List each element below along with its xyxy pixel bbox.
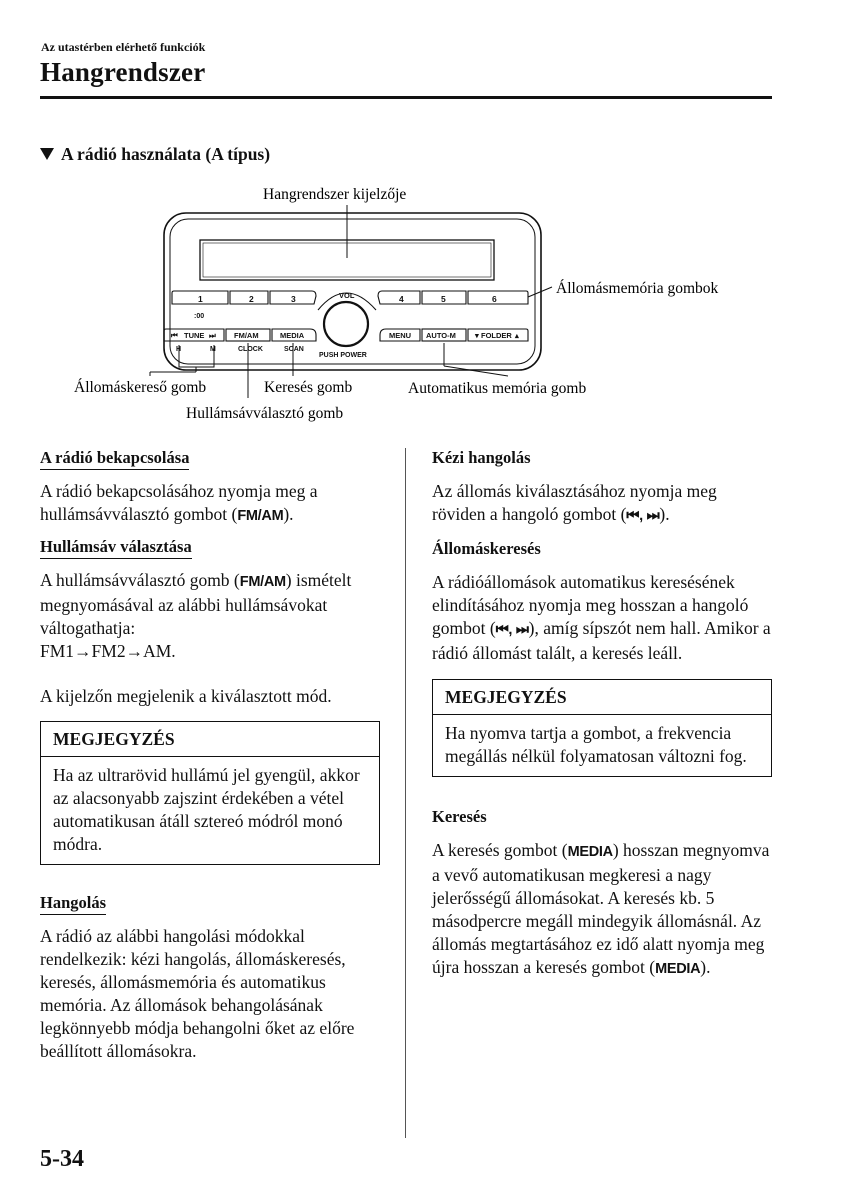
display-mode-text: A kijelzőn megjelenik a kiválasztott mód.: [40, 686, 332, 706]
band-button-callout: Hullámsávválasztó gomb: [186, 405, 344, 422]
scan-button-callout: Keresés gomb: [264, 379, 353, 396]
media-key: MEDIA: [567, 844, 613, 860]
push-power-label: PUSH POWER: [319, 352, 367, 359]
scan-label: SCAN: [284, 346, 304, 353]
note-body: Ha az ultrarövid hullámú jel gyengül, akkor az alacsonyabb zajszint érdekében a vétel automatikusan átáll sztereó módról monó módra.: [53, 765, 360, 854]
band-select-text-a: A hullámsávválasztó gomb (: [40, 570, 240, 590]
preset-3-label: 3: [291, 294, 296, 304]
auto-memory-callout: Automatikus memória gomb: [408, 380, 587, 397]
power-on-text: [40, 480, 380, 528]
fm-am-key-2: FM/AM: [239, 574, 286, 590]
note-title: MEGJEGYZÉS: [41, 722, 379, 757]
preset-1-label: 1: [198, 294, 203, 304]
power-on-text-a: A rádió bekapcsolásához nyomja meg a hullámsávválasztó gombot (: [40, 481, 318, 524]
preset-buttons-callout: Állomásmemória gombok: [556, 280, 719, 297]
seek-heading: Állomáskeresés: [432, 539, 541, 558]
radio-panel-diagram: [0, 0, 847, 440]
h-label: H: [176, 346, 182, 353]
scan-text-a: A keresés gombot (: [432, 840, 568, 860]
tune-keys: ⏮, ⏭: [626, 508, 660, 524]
fm-am-key: FM/AM: [237, 508, 284, 524]
preset-5-label: 5: [441, 294, 446, 304]
media-label: MEDIA: [280, 331, 305, 340]
band-sequence: FM1→FM2→AM.: [40, 641, 176, 661]
section-label: Az utastérben elérhető funkciók: [41, 40, 206, 54]
manual-tuning-text: [432, 480, 772, 528]
scan-text-c: ).: [700, 957, 711, 977]
page-number: 5-34: [40, 1146, 84, 1172]
power-on-heading: A rádió bekapcsolása: [40, 448, 189, 470]
page-title: Hangrendszer: [40, 57, 206, 87]
left-column: [40, 448, 380, 1063]
scan-heading: Keresés: [432, 807, 487, 826]
right-column: [432, 448, 772, 981]
manual-tuning-heading: Kézi hangolás: [432, 448, 531, 467]
volume-knob: [324, 302, 368, 346]
seek-text-b: ), amíg sípszót nem hall. Amikor a rádió állomást talált, a keresés leáll.: [432, 618, 771, 663]
tune-keys-2: ⏮, ⏭: [495, 622, 529, 638]
section-heading-text: A rádió használata (A típus): [61, 144, 271, 164]
tuning-text: A rádió az alábbi hangolási módokkal rendelkezik: kézi hangolás, állomáskeresés, keresés, állomásmemória és automatikus memória. Az állomások behangolásának legkönnyebb módja behangolni őket az előre beállított állomásokra.: [40, 926, 355, 1061]
display-callout: Hangrendszer kijelzője: [263, 186, 407, 203]
tune-prev-icon: ⏮: [171, 331, 178, 340]
preset-6-label: 6: [492, 294, 497, 304]
seek-text-a: A rádióállomások automatikus keresésének elindításához nyomja meg hosszan a hangoló gombot (: [432, 572, 749, 638]
auto-m-label: AUTO-M: [426, 331, 456, 340]
manual-tuning-text-a: Az állomás kiválasztásához nyomja meg röviden a hangoló gombot (: [432, 481, 717, 524]
scan-text: [432, 839, 772, 981]
seek-text: [432, 571, 772, 665]
tuning-heading: Hangolás: [40, 893, 106, 915]
folder-label: FOLDER: [481, 331, 512, 340]
clock-label: CLOCK: [238, 346, 263, 353]
band-select-text: [40, 569, 380, 663]
m-label: M: [210, 346, 216, 353]
media-key-2: MEDIA: [655, 961, 701, 977]
note-title-right: MEGJEGYZÉS: [433, 680, 771, 715]
preset-4-label: 4: [399, 294, 404, 304]
vol-label: VOL: [339, 291, 355, 300]
power-on-text-b: ).: [283, 504, 294, 524]
note-box-left: [40, 721, 380, 865]
menu-label: MENU: [389, 331, 412, 340]
fm-am-label: FM/AM: [234, 331, 259, 340]
tune-next-icon: ⏭: [209, 331, 216, 340]
folder-up-icon: ▴: [515, 331, 519, 340]
column-divider: [405, 448, 406, 1138]
folder-down-icon: ▾: [475, 331, 479, 340]
note-box-right: [432, 679, 772, 777]
tune-label: TUNE: [184, 331, 205, 340]
band-select-text-b: ) ismételt megnyomásával az alábbi hullámsávokat váltogathatja:: [40, 570, 352, 638]
scan-text-b: ) hosszan megnyomva a vevő automatikusan megkeresi a nagy jelerősségű állomásokat. A keresés kb. 5 másodpercre megáll mindegyik állomásnál. Az állomás megtartásához ez idő alatt nyomja meg újra hosszan a keresés gombot (: [432, 840, 770, 977]
band-select-heading: Hullámsáv választása: [40, 537, 192, 559]
colon-00-label: :00: [194, 313, 205, 320]
manual-tuning-text-b: ).: [659, 504, 670, 524]
note-body-right: Ha nyomva tartja a gombot, a frekvencia megállás nélkül folyamatosan változni fog.: [445, 723, 747, 766]
tune-button-callout: Állomáskereső gomb: [74, 379, 207, 396]
preset-2-label: 2: [249, 294, 254, 304]
